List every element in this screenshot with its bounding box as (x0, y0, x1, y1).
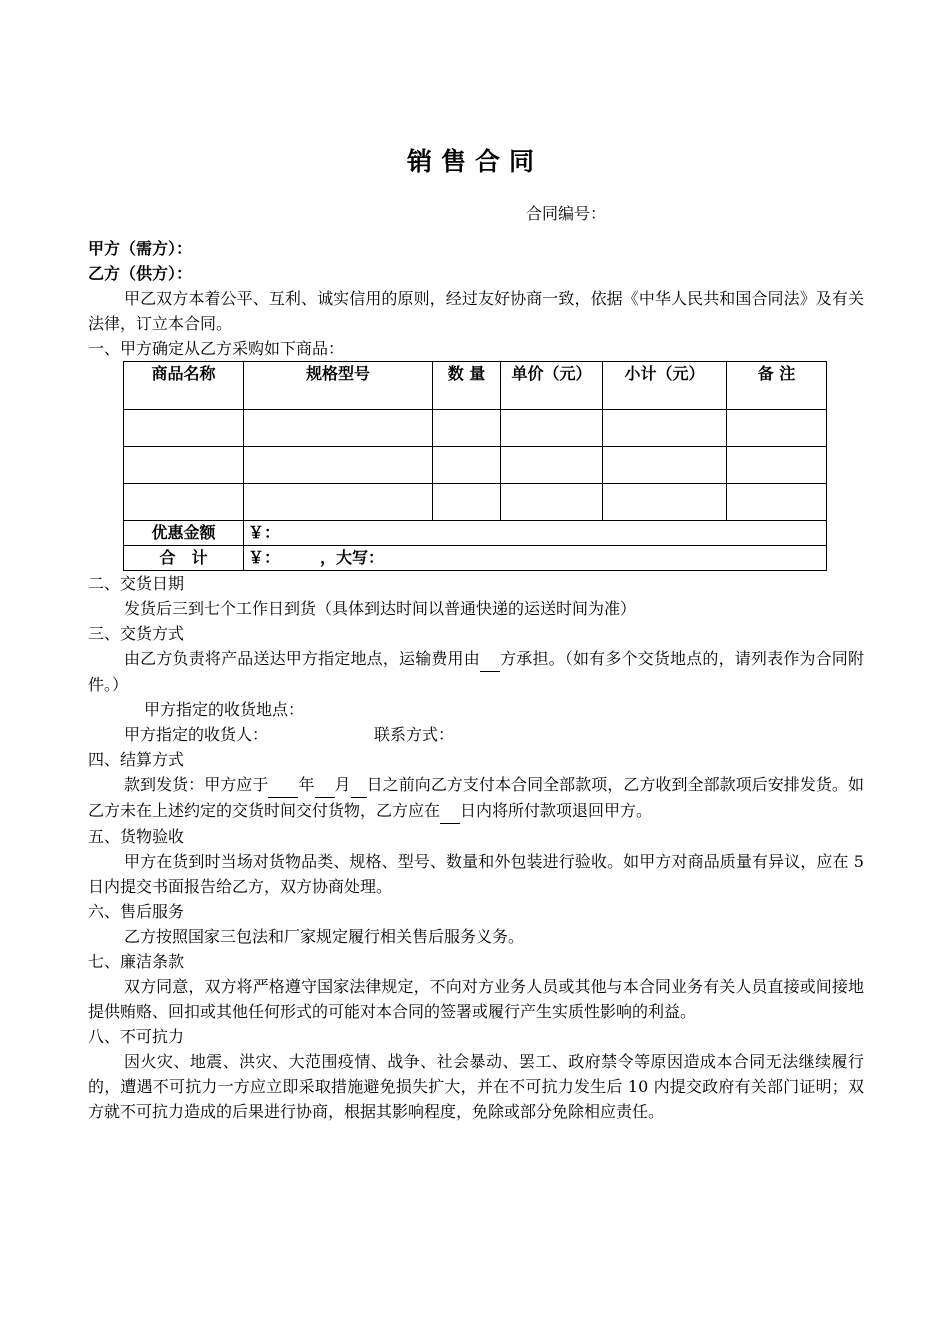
receiver-label: 甲方指定的收货人： (124, 725, 269, 744)
table-cell[interactable] (727, 447, 827, 484)
table-cell[interactable] (244, 447, 433, 484)
table-cell[interactable] (501, 410, 603, 447)
table-cell[interactable] (124, 410, 244, 447)
payment-text-5: 日内将所付款项退回甲方。 (460, 801, 653, 820)
table-cell[interactable] (501, 484, 603, 521)
discount-value[interactable]: ￥： (244, 521, 827, 546)
party-a-label: 甲方（需方）： (88, 239, 193, 258)
col-unit-price: 单价（元） (501, 362, 603, 410)
col-subtotal: 小计（元） (603, 362, 727, 410)
table-cell[interactable] (603, 484, 727, 521)
blank-party[interactable] (480, 646, 500, 672)
col-product-name: 商品名称 (124, 362, 244, 410)
table-cell[interactable] (124, 484, 244, 521)
table-cell[interactable] (244, 484, 433, 521)
payment-text-3: 月 (334, 775, 351, 794)
section-4-heading: 四、结算方式 (88, 750, 185, 769)
discount-label: 优惠金额 (124, 521, 244, 546)
total-value[interactable]: ￥： ，大写： (244, 546, 827, 571)
section-6-heading: 六、售后服务 (88, 902, 185, 921)
force-majeure-text: 因火灾、地震、洪灾、大范围疫情、战争、社会暴动、罢工、政府禁令等原因造成本合同无法继续履行的，遭遇不可抗力一方应立即采取措施避免损失扩大，并在不可抗力发生后 10 内提交政府有关部门证明；双方就不可抗力造成的后果进行协商，根据其影响程度，免除或部分免除相应责任。 (88, 1052, 864, 1121)
table-cell[interactable] (501, 447, 603, 484)
delivery-method-text-1: 由乙方负责将产品送达甲方指定地点，运输费用由 (124, 649, 480, 668)
table-cell[interactable] (433, 447, 501, 484)
page-title: 销售合同 (406, 147, 543, 176)
integrity-text: 双方同意，双方将严格遵守国家法律规定，不向对方业务人员或其他与本合同业务有关人员直接或间接地提供贿赂、回扣或其他任何形式的可能对本合同的签署或履行产生实质性影响的利益。 (88, 977, 864, 1021)
table-header-row (124, 362, 827, 410)
col-remarks: 备 注 (727, 362, 827, 410)
table-row (124, 447, 827, 484)
blank-month[interactable] (315, 772, 335, 798)
after-sales-text: 乙方按照国家三包法和厂家规定履行相关售后服务义务。 (124, 927, 525, 946)
delivery-method-text-2: 方承担。（如有多个交货地点的，请列表作为合同附件。） (88, 649, 864, 694)
receiver-line (88, 722, 864, 747)
col-spec-model: 规格型号 (244, 362, 433, 410)
total-label: 合 计 (124, 546, 244, 571)
blank-year[interactable] (268, 772, 298, 798)
delivery-date-text: 发货后三到七个工作日到货（具体到达时间以普通快递的运送时间为准） (124, 599, 637, 618)
delivery-method-text (88, 646, 864, 697)
section-5-heading: 五、货物验收 (88, 827, 185, 846)
table-cell[interactable] (244, 410, 433, 447)
payment-text-4: 日之前向乙方支付本合同全部款项，乙方收到全部款项后安排发货。如乙方未在上述约定的交货时间交付货物，乙方应在 (88, 775, 864, 820)
table-cell[interactable] (603, 447, 727, 484)
col-quantity: 数 量 (433, 362, 501, 410)
party-b-label: 乙方（供方）： (88, 264, 193, 283)
blank-day[interactable] (351, 772, 367, 798)
table-row (124, 484, 827, 521)
table-cell[interactable] (433, 410, 501, 447)
table-cell[interactable] (124, 447, 244, 484)
delivery-address-label: 甲方指定的收货地点： (144, 700, 305, 719)
section-1-heading: 一、甲方确定从乙方采购如下商品： (88, 339, 345, 358)
table-cell[interactable] (603, 410, 727, 447)
payment-text-1: 款到发货：甲方应于 (124, 775, 269, 794)
section-2-heading: 二、交货日期 (88, 574, 185, 593)
inspection-text: 甲方在货到时当场对货物品类、规格、型号、数量和外包装进行验收。如甲方对商品质量有异议，应在 5 日内提交书面报告给乙方，双方协商处理。 (88, 852, 864, 896)
blank-refund-days[interactable] (440, 798, 460, 824)
section-8-heading: 八、不可抗力 (88, 1027, 185, 1046)
contact-label: 联系方式： (374, 725, 455, 744)
contract-body (88, 236, 864, 1124)
section-3-heading: 三、交货方式 (88, 624, 185, 643)
table-cell[interactable] (727, 410, 827, 447)
table-cell[interactable] (433, 484, 501, 521)
section-7-heading: 七、廉洁条款 (88, 952, 185, 971)
payment-text (88, 772, 864, 824)
discount-row (124, 521, 827, 546)
intro-paragraph: 甲乙双方本着公平、互利、诚实信用的原则，经过友好协商一致，依据《中华人民共和国合同法》及有关法律，订立本合同。 (88, 289, 864, 333)
contract-number-label: 合同编号： (526, 204, 607, 223)
table-row (124, 410, 827, 447)
total-row (124, 546, 827, 571)
payment-text-2: 年 (298, 775, 315, 794)
table-cell[interactable] (727, 484, 827, 521)
goods-table (123, 361, 827, 571)
